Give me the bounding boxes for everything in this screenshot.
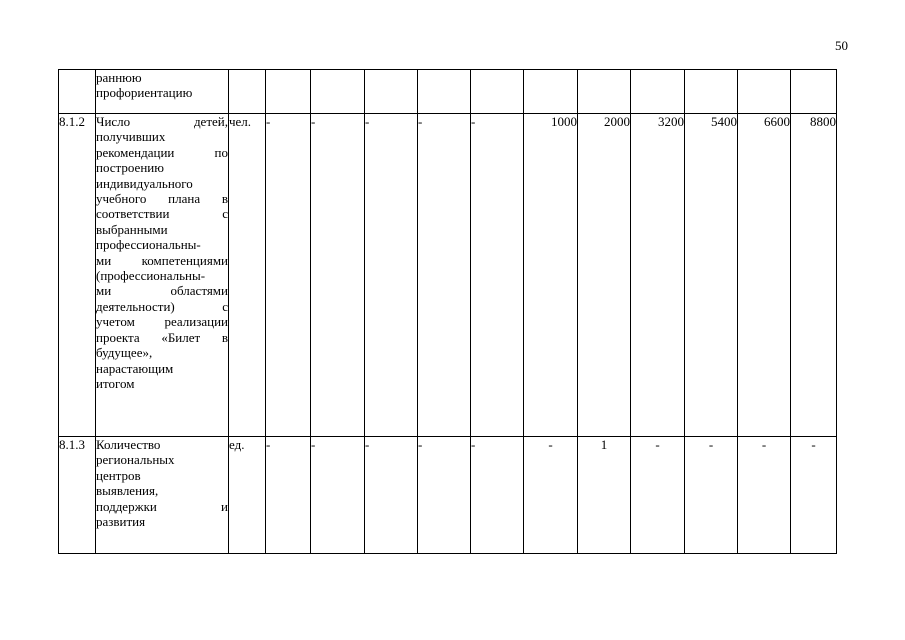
value-cell (365, 70, 418, 114)
value-cell: - (471, 114, 524, 437)
name-cell (96, 114, 229, 437)
name-cell (96, 70, 229, 114)
value-cell (631, 70, 685, 114)
value-cell (578, 70, 631, 114)
name-line: рекомендации по (96, 144, 228, 160)
value-cell: - (365, 437, 418, 554)
value-cell: - (266, 437, 311, 554)
value-cell: - (266, 114, 311, 437)
value-cell: 1 (578, 437, 631, 554)
name-line: итогом (96, 375, 135, 391)
name-cell (96, 437, 229, 554)
value-cell (524, 70, 578, 114)
name-line: индивидуального (96, 175, 193, 191)
value-cell (418, 70, 471, 114)
name-line: будущее», (96, 345, 153, 361)
name-line: Число детей, (96, 114, 228, 129)
name-line: Количество (96, 437, 161, 452)
value-cell: - (471, 437, 524, 554)
value-cell: 8800 (791, 114, 837, 437)
value-cell: - (311, 114, 365, 437)
table-row (59, 437, 837, 554)
name-line: профориентацию (96, 85, 193, 101)
value-cell: 2000 (578, 114, 631, 437)
value-cell: - (418, 114, 471, 437)
name-line: соответствии с (96, 206, 228, 222)
name-line: раннюю (96, 70, 142, 85)
name-line: получивших (96, 129, 166, 145)
value-cell (311, 70, 365, 114)
unit-cell (229, 70, 266, 114)
table-row-continuation (59, 70, 837, 114)
name-line: профессиональны- (96, 237, 201, 253)
value-cell: - (311, 437, 365, 554)
value-cell: 5400 (685, 114, 738, 437)
name-line: поддержки и (96, 498, 228, 514)
value-cell: - (685, 437, 738, 554)
code-cell: 8.1.3 (59, 437, 96, 554)
value-cell: - (418, 437, 471, 554)
value-cell: 3200 (631, 114, 685, 437)
name-line: нарастающим (96, 360, 174, 376)
value-cell (791, 70, 837, 114)
page-number: 50 (835, 38, 848, 53)
value-cell: 6600 (738, 114, 791, 437)
value-cell: 1000 (524, 114, 578, 437)
name-line: ми компетенциями (96, 252, 228, 268)
value-cell: - (791, 437, 837, 554)
name-line: проекта «Билет в (96, 329, 228, 345)
value-cell: - (524, 437, 578, 554)
code-cell: 8.1.2 (59, 114, 96, 437)
value-cell (738, 70, 791, 114)
name-line: (профессиональны- (96, 268, 206, 284)
name-line: учетом реализации (96, 314, 228, 330)
value-cell (685, 70, 738, 114)
name-line: региональных (96, 452, 175, 468)
value-cell (266, 70, 311, 114)
name-line: выявления, (96, 483, 159, 499)
name-line: развития (96, 514, 146, 530)
value-cell: - (365, 114, 418, 437)
value-cell: - (631, 437, 685, 554)
name-line: выбранными (96, 221, 168, 237)
value-cell: - (738, 437, 791, 554)
name-line: учебного плана в (96, 191, 228, 207)
table-row (59, 114, 837, 437)
value-cell (471, 70, 524, 114)
unit-cell: чел. (229, 114, 266, 437)
name-line: построению (96, 160, 164, 176)
code-cell (59, 70, 96, 114)
unit-cell: ед. (229, 437, 266, 554)
name-line: ми областями (96, 283, 228, 299)
name-line: деятельности) с (96, 298, 228, 314)
name-line: центров (96, 467, 141, 483)
indicators-table (58, 69, 837, 554)
